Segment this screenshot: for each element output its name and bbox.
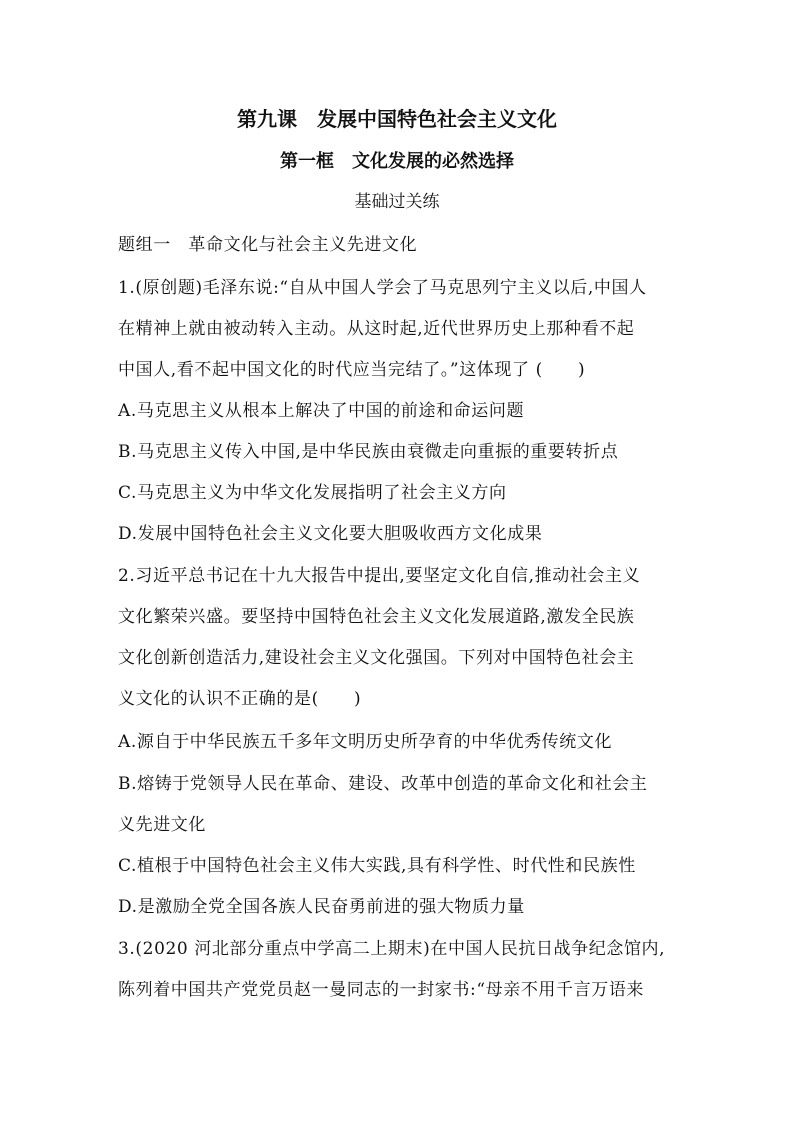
option-b: B.马克思主义传入中国,是中华民族由衰微走向重振的重要转折点	[118, 442, 619, 462]
option-b: B.熔铸于党领导人民在革命、建设、改革中创造的革命文化和社会主	[118, 774, 648, 794]
practice-label: 基础过关练	[354, 192, 440, 212]
question-text-line: 文化繁荣兴盛。要坚持中国特色社会主义文化发展道路,激发全民族	[118, 607, 635, 627]
option-c: C.植根于中国特色社会主义伟大实践,具有科学性、时代性和民族性	[118, 856, 636, 876]
option-a: A.马克思主义从根本上解决了中国的前途和命运问题	[118, 401, 525, 421]
question-text-line: 文化创新创造活力,建设社会主义文化强国。下列对中国特色社会主	[118, 648, 635, 668]
section-title: 第一框 文化发展的必然选择	[280, 151, 514, 172]
option-d: D.发展中国特色社会主义文化要大胆吸收西方文化成果	[118, 524, 543, 544]
question-text-line: 在精神上就由被动转入主动。从这时起,近代世界历史上那种看不起	[118, 319, 635, 339]
question-text-line: 义文化的认识不正确的是( )	[118, 689, 362, 709]
lesson-title: 第九课 发展中国特色社会主义文化	[237, 107, 557, 131]
question-text-line: 陈列着中国共产党党员赵一曼同志的一封家书:“母亲不用千言万语来	[118, 980, 645, 1000]
question-text-line: 中国人,看不起中国文化的时代应当完结了。”这体现了 ( )	[118, 360, 586, 380]
option-c: C.马克思主义为中华文化发展指明了社会主义方向	[118, 483, 507, 503]
question-text-line: 2.习近平总书记在十九大报告中提出,要坚定文化自信,推动社会主义	[118, 566, 641, 586]
option-b-continued: 义先进文化	[118, 815, 206, 835]
question-text-line: 1.(原创题)毛泽东说:“自从中国人学会了马克思列宁主义以后,中国人	[118, 278, 647, 298]
group-heading: 题组一 革命文化与社会主义先进文化	[118, 235, 418, 255]
option-a: A.源自于中华民族五千多年文明历史所孕育的中华优秀传统文化	[118, 732, 613, 752]
option-d: D.是激励全党全国各族人民奋勇前进的强大物质力量	[118, 897, 525, 917]
question-text-line: 3.(2020 河北部分重点中学高二上期末)在中国人民抗日战争纪念馆内,	[118, 939, 666, 959]
